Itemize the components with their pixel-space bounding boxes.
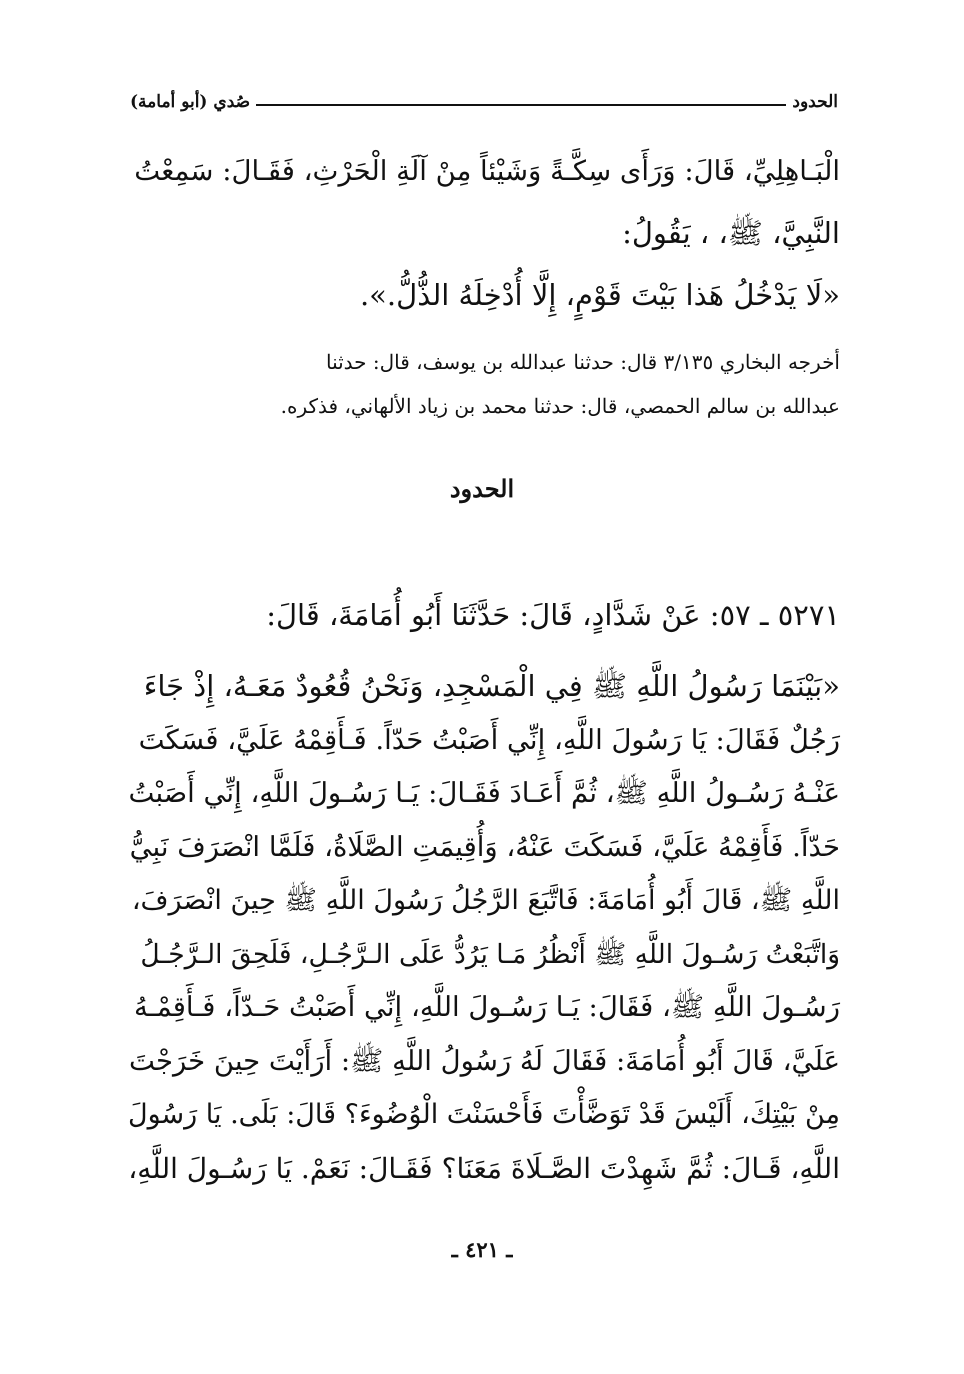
hadith-line: وَاتَّبَعْتُ رَسُـولَ اللَّهِ ﷺ أَنْظُرُ مَـا يَرُدُّ عَلَى الـرَّجُـلِ، فَلَحِقَ الـرَّجُـلُ xyxy=(140,938,840,970)
hadith-body xyxy=(128,660,840,1195)
hadith-intro-line: ٥٢٧١ ـ ٥٧: عَنْ شَدَّادٍ، قَالَ: حَدَّثَنَا أَبُو أُمَامَةَ، قَالَ: xyxy=(266,598,840,632)
hadith-line: اللَّهِ ﷺ، قَالَ أَبُو أُمَامَةَ: فَاتَّبَعَ الرَّجُلُ رَسُولَ اللَّهِ ﷺ حِينَ انْصَرَفَ، xyxy=(131,885,840,916)
verse-line: الْبَـاهِلِيِّ، قَالَ: وَرَأَى سِكَّـةً وَشَيْئاً مِنْ آلَةِ الْحَرْثِ، فَقَـالَ: سَمِعْتُ xyxy=(134,155,840,187)
source-note-line: أخرجه البخاري ٣/١٣٥ قال: حدثنا عبدالله بن يوسف، قال: حدثنا xyxy=(325,350,840,374)
page-number: ـ ٤٢١ ـ xyxy=(451,1237,513,1262)
source-note xyxy=(128,340,840,428)
section-heading: الحدود xyxy=(449,474,515,503)
verse-block xyxy=(128,140,840,326)
hadith-line: حَدّاً. فَأَقِمْهُ عَلَيَّ، فَسَكَتَ عَنْهُ، وَأُقِيمَتِ الصَّلَاةُ، فَلَمَّا انْصَرَفَ نَبِيُّ xyxy=(129,830,840,863)
hadith-line: اللَّهِ، قَـالَ: ثُمَّ شَهِدْتَ الصَّـلَاةَ مَعَنَا؟ فَقَـالَ: نَعَمْ. يَا رَسُـولَ اللَّهِ، xyxy=(128,1151,840,1185)
header-rule xyxy=(256,104,786,106)
verse-line: «لَا يَدْخُلُ هَذا بَيْتَ قَوْمٍ، إِلَّا أُدْخِلَهُ الذُّلُّ.». xyxy=(359,278,840,312)
hadith-intro xyxy=(128,590,840,640)
hadith-line: مِنْ بَيْتِكَ، أَلَيْسَ قَدْ تَوَضَّأْتَ فَأَحْسَنْتَ الْوُضُوءَ؟ قَالَ: بَلَى. يَا رَسُولَ xyxy=(127,1099,840,1130)
hadith-line: رَجُلٌ فَقَالَ: يَا رَسُولَ اللَّهِ، إِنِّي أَصَبْتُ حَدّاً. فَـأَقِمْهُ عَلَيَّ، فَسَكَتَ xyxy=(138,723,840,756)
hadith-line: عَلَيَّ، قَالَ أَبُو أُمَامَةَ: فَقَالَ لَهُ رَسُولُ اللَّهِ ﷺ: أَرَأَيْتَ حِينَ خَرَجْتَ xyxy=(129,1044,840,1077)
header-narrator: صُدي (أبو أمامة) xyxy=(130,92,251,112)
hadith-line: «بَيْنَمَا رَسُولُ اللَّهِ ﷺ فِي الْمَسْجِدِ، وَنَحْنُ قُعُودٌ مَعَـهُ، إِذْ جَاءَ xyxy=(143,669,840,703)
hadith-line: عَنْـهُ رَسُـولُ اللَّهِ ﷺ، ثُمَّ أَعَـادَ فَقَـالَ: يَـا رَسُـولَ اللَّهِ، إِنِّي أَصَبْتُ xyxy=(128,777,840,809)
header-section-title: الحدود xyxy=(792,92,838,112)
source-note-line: عبدالله بن سالم الحمصي، قال: حدثنا محمد بن زياد الألهاني، فذكره. xyxy=(280,394,840,418)
running-header xyxy=(130,82,838,112)
verse-line: النَّبِيَّ، ﷺ، ، يَقُولُ: xyxy=(622,216,840,250)
hadith-line: رَسُـولَ اللَّهِ ﷺ، فَقَالَ: يَـا رَسُـولَ اللَّهِ، إِنِّي أَصَبْتُ حَـدّاً، فَـأَقِمْـهُ xyxy=(134,991,840,1023)
